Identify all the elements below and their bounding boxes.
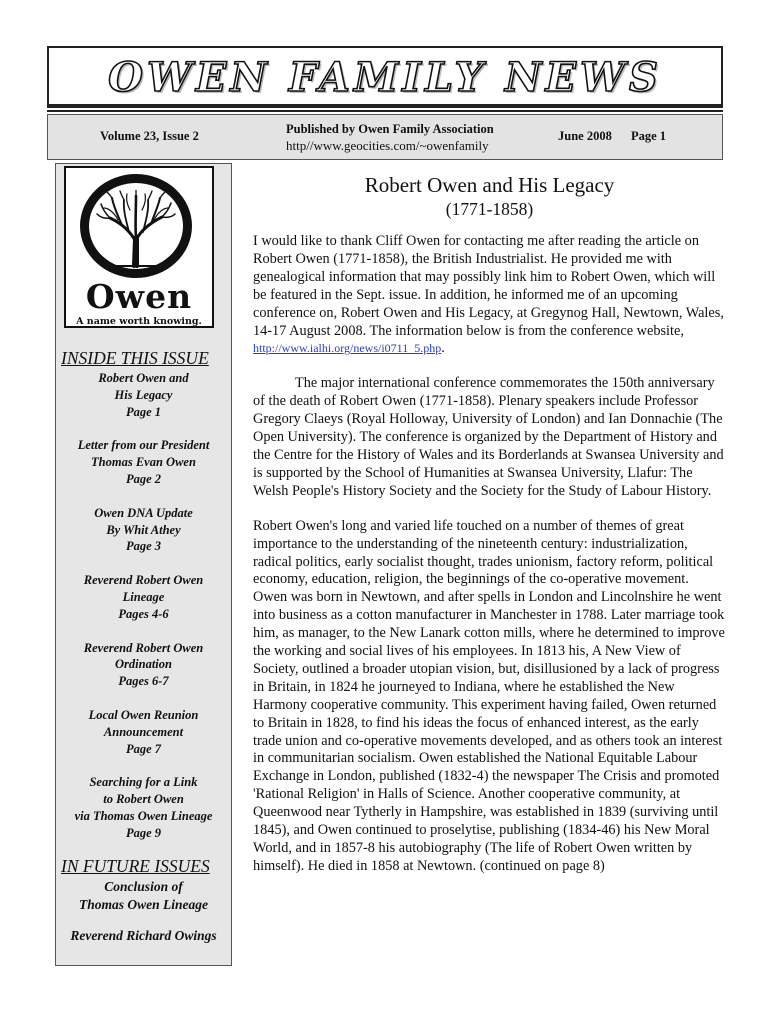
- toc-item-page: Page 7: [125, 741, 162, 756]
- owen-logo: [64, 166, 214, 328]
- toc-item-page: Pages 4-6: [118, 606, 169, 621]
- publisher: Published by Owen Family Association: [286, 122, 494, 136]
- toc-item-page: Pages 6-7: [118, 674, 169, 689]
- toc-item-line: via Thomas Owen Lineage: [74, 808, 213, 823]
- inside-this-issue-heading: INSIDE THIS ISSUE: [61, 348, 209, 368]
- in-future-issues-heading: IN FUTURE ISSUES: [61, 856, 210, 876]
- toc-item-line: Reverend Robert Owen: [83, 640, 204, 655]
- issue-info-bar: [47, 114, 723, 160]
- article-paragraph: [253, 233, 726, 358]
- tree-icon: [96, 190, 176, 268]
- website-url[interactable]: http//www.geocities.com/~owenfamily: [286, 138, 489, 153]
- toc-item-line: Robert Owen and: [98, 371, 189, 385]
- future-issues-list: [56, 878, 231, 945]
- article-subtitle: (1771-1858): [445, 199, 534, 219]
- toc-item-line: Local Owen Reunion: [88, 707, 199, 722]
- sidebar: [55, 163, 232, 966]
- toc-item-line: Thomas Evan Owen: [91, 455, 196, 470]
- logo-name: Owen: [85, 277, 193, 316]
- future-item: Conclusion of: [104, 879, 183, 894]
- future-item: Reverend Richard Owings: [70, 928, 217, 943]
- toc-item-page: Page 9: [125, 825, 162, 840]
- conference-link[interactable]: http://www.ialhi.org/news/i0711_5.php: [253, 341, 442, 356]
- toc-item-line: Lineage: [122, 589, 165, 604]
- volume-issue: Volume 23, Issue 2: [100, 129, 199, 143]
- article-paragraph: The major international conference commemorates the 150th anniversary of the death of Robert Owen (1771-1858). Plenary speakers include Professor Gregory Claeys (Royal Holloway, University of London) and Ian Donnachie (The Open University). The conference is organized by the Department of History and the Centre for the History of Wales and its Borderlands at Swansea University and is supported by the School of Humanities at Swansea University, Llafur: The Welsh People's History Society and the Society for the Study of Labour History.: [253, 375, 724, 499]
- masthead-rule: [47, 106, 723, 108]
- toc-item-line: to Robert Owen: [103, 792, 184, 807]
- toc-item-line: By Whit Athey: [106, 522, 181, 537]
- masthead: [47, 46, 723, 106]
- article-paragraph: Robert Owen's long and varied life touched on a number of themes of great importance to the understanding of the nineteenth century: industrialization, radical politics, early socialist thought, trades unionism, factory reform, political economy, education, religion, the beginnings of the co-operative movement. Owen was born in Newtown, and after spells in London and Lincolnshire he went into business as a cotton manufacturer in Manchester in 1788. Later marriage took him, as manager, to the New Lanark cotton mills, where he determined to improve the working and social lives of his employees. In 1813 his, A New View of Society, outlined a broader utopian vision, but, disillusioned by a lack of progress in Britain, in 1824 he journeyed to Indiana, where he established the New Harmony cooperative community. This experiment having failed, Owen returned to Britain in 1828, to find his ideas the focus of enhanced interest, as the early trade union and co-operative movements developed, and as others took an interest in communitarian socialism. Owen established the National Equitable Labour Exchange in London, published (1832-4) the newspaper The Crisis and promoted 'Rational Religion' in Halls of Science. Another cooperative community, at Queenwood near Tytherly in Hampshire, was established in 1839 (surviving until 1845), and Owen continued to proselytise, publishing (1834-46) his New Moral World, and in 1857-8 his autobiography (The life of Robert Owen written by himself). He died in 1858 at Newtown. (continued on page 8): [253, 517, 725, 874]
- toc-item-line: Announcement: [103, 724, 184, 739]
- masthead-rule-2: [47, 110, 723, 112]
- article-title: Robert Owen and His Legacy: [364, 173, 615, 197]
- toc-item-line: Searching for a Link: [89, 775, 198, 790]
- toc-item-line: Reverend Robert Owen: [83, 573, 204, 588]
- toc-item-page: Page 2: [125, 471, 162, 486]
- logo-motto: A name worth knowing.: [76, 316, 202, 327]
- page-number: Page 1: [631, 129, 667, 143]
- table-of-contents: [56, 370, 231, 842]
- paragraph-end: .: [441, 340, 445, 357]
- toc-item-line: His Legacy: [114, 387, 173, 402]
- future-item: Thomas Owen Lineage: [78, 897, 208, 912]
- main-article: [253, 173, 726, 893]
- toc-item-line: Letter from our President: [77, 438, 210, 453]
- newsletter-title: OWEN FAMILY NEWS: [108, 54, 662, 101]
- paragraph-text: I would like to thank Cliff Owen for contacting me after reading the article on Robert Owen (1771-1858), the British Industrialist. He provided me with genealogical information that may possibly link him to Robert Owen, which will be featured in the Sept. issue. In addition, he informed me of an upcoming conference on, Robert Owen and His Legacy, at Gregynog Hall, Newtown, Wales, 14-17 August 2008. The information below is from the conference website,: [253, 233, 724, 339]
- toc-item-page: Page 1: [125, 404, 162, 419]
- issue-date: June 2008: [558, 129, 612, 143]
- toc-item-line: Owen DNA Update: [94, 505, 193, 520]
- toc-item-line: Ordination: [115, 657, 172, 672]
- toc-item-page: Page 3: [125, 539, 162, 554]
